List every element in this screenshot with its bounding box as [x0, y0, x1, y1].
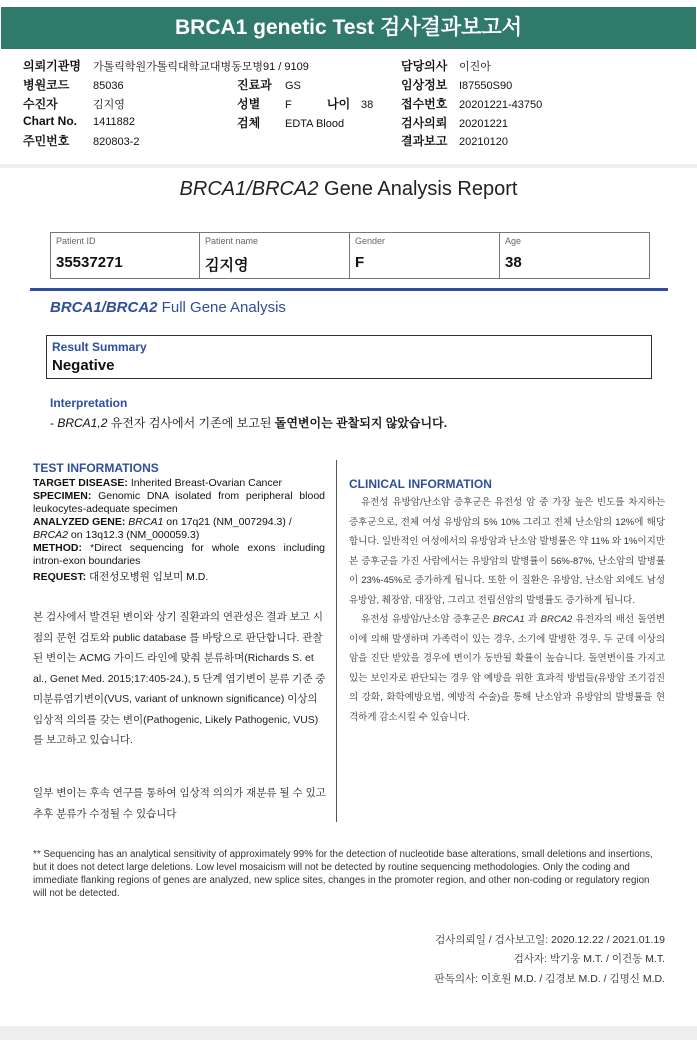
age-label: 나이: [327, 97, 351, 111]
target-disease: [33, 477, 325, 490]
patient-id-cell: [51, 233, 200, 278]
clinical-paragraph-1: 유전성 유방암/난소암 증후군은 유전성 암 중 가장 높은 빈도를 차지하는 증후군으로, 전체 여성 유방암의 5% 10% 그리고 전체 난소암의 12%에 해당합니다. 일반적인 여성에서의 유방암과 난소암 발병률은 약 11% 와 1%이지만 본 증후군을 가진 사람에서는 유방암의 발병률이 56%-87%, 난소암의 발병률이 23%-45%로 증가하게 됩니다. 또한 이 질환은 유방암, 난소암 외에도 남성 유방암, 췌장암, 대장암, 그리고 전립선암의 발병률도 증가하게 됩니다.: [349, 497, 665, 606]
receipt-label: 접수번호: [401, 97, 448, 111]
test-info-heading: TEST INFORMATIONS: [33, 461, 159, 475]
gender-label: Gender: [355, 236, 386, 246]
sequencing-footnote: ** Sequencing has an analytical sensitivity of approximately 99% for the detection of nucleotide base alterations, small deletions and insertions, but it does not detect large deletions. Low level mosaicism will not be detected by routine sequencing methodologies. Only the coding and immediate flanking regions of genes are analyzed, new splice sites, changes in the promoter region, and other non-coding or regulatory region will not be detected.: [33, 849, 653, 899]
request-date-value: 20201221: [459, 118, 508, 130]
interp-bold: 돌연변이는 관찰되지 않았습니다.: [274, 416, 448, 430]
dept-label: 진료과: [237, 78, 272, 92]
patient-name-cell: [200, 233, 350, 278]
doctor-value: 이진아: [459, 61, 491, 73]
patient-table: [50, 232, 650, 279]
sex-value: F: [285, 99, 292, 111]
clinical-value: I87550S90: [459, 80, 513, 92]
clinical-info-heading: CLINICAL INFORMATION: [349, 477, 492, 491]
gene2-loc: on 13q12.3 (NM_000059.3): [68, 529, 200, 541]
clin-p2-a: 유전성 유방암/난소암 증후군은: [361, 614, 494, 625]
interp-prefix: -: [50, 416, 58, 430]
method-value: *Direct sequencing for whole exons including intron-exon boundaries: [33, 542, 325, 567]
column-divider: [336, 460, 337, 822]
method-label: METHOD:: [33, 542, 82, 554]
specimen-info-value: Genomic DNA isolated from peripheral blood leukocytes-adequate specimen: [33, 490, 325, 515]
interp-gene: BRCA1,2: [57, 416, 108, 430]
institution-value: 가톨릭학원가톨릭대학교대병동모병91 / 9109: [93, 61, 309, 73]
report-date-value: 20210120: [459, 136, 508, 148]
rrn-label: 주민번호: [23, 134, 70, 148]
section-divider: [30, 288, 668, 291]
report-header-title: BRCA1 genetic Test 검사결과보고서: [1, 7, 696, 49]
report-title-genes: BRCA1/BRCA2: [179, 178, 319, 200]
gene2: BRCA2: [33, 529, 69, 541]
signature-doctors: 판독의사: 이호원 M.D. / 김경보 M.D. / 김명신 M.D.: [434, 973, 665, 985]
clinical-paragraph-2: [349, 610, 665, 727]
reclassification-paragraph: 일부 변이는 후속 연구를 통하여 임상적 의의가 재분류 될 수 있고 추후 분류가 수정될 수 있습니다: [33, 787, 326, 820]
request-label: REQUEST:: [33, 571, 87, 583]
method-line: [33, 542, 325, 568]
section-title-rest: Full Gene Analysis: [157, 299, 286, 316]
age-table-value: 38: [505, 254, 522, 271]
gene1-loc: on 17q21 (NM_007294.3) /: [163, 516, 292, 528]
gender-cell: [350, 233, 500, 278]
age-cell: [500, 233, 649, 278]
variant-policy-paragraph: 본 검사에서 발견된 변이와 상기 질환과의 연관성은 결과 보고 시점의 문헌 검토와 public database 를 바탕으로 판단합니다. 관찰된 변이는 ACMG 가이드 라인에 맞춰 분류하며(Richards S. et al., Genet Med. 2015;17:405-24.), 5 단계 염기변이 분류 기준 중 미분류염기변이(VUS, variant of unknown significance) 이상의 임상적 의의를 갖는 변이(Pathogenic, Likely Pathogenic, VUS)를 보고하고 있습니다.: [33, 611, 326, 746]
sex-label: 성별: [237, 97, 261, 111]
test-info-column: [33, 462, 325, 584]
header: [0, 0, 697, 52]
signature-dates: 검사의뢰일 / 검사보고일: 2020.12.22 / 2021.01.19: [435, 934, 665, 946]
clin-p2-b: 과: [524, 614, 541, 625]
specimen-line: [33, 490, 325, 516]
gene1: BRCA1: [128, 516, 164, 528]
section-title-genes: BRCA1/BRCA2: [50, 299, 158, 316]
gender-value: F: [355, 254, 365, 271]
clin-p2-gene1: BRCA1: [493, 614, 525, 625]
report-title-rest: Gene Analysis Report: [318, 178, 518, 200]
patient-value: 김지영: [93, 99, 125, 111]
analyzed-gene: [33, 516, 325, 542]
analyzed-gene-label: ANALYZED GENE:: [33, 516, 126, 528]
report-title: [0, 178, 697, 201]
doctor-label: 담당의사: [401, 59, 448, 73]
interpretation-heading: Interpretation: [50, 396, 128, 410]
clin-p2-c: 유전자의 배선 돌연변이에 의해 발생하며 가족력이 있는 경우, 소기에 발병한 경우, 두 군데 이상의 암을 진단 받았을 경우에 변이가 동반될 확률이 높습니다. 돌연변이를 가지고 있는 보인자로 판단되는 경우 암 예방을 위한 효과적 방법들(유방암 조기검진의 강화, 화학예방요법, 예방적 수술)을 통해 난소암과 유방암의 발병률을 현격하게 감소시킬 수 있습니다.: [349, 614, 665, 723]
rrn-value: 820803-2: [93, 136, 140, 148]
hospital-code-label: 병원코드: [23, 78, 70, 92]
request-value: 대전성모병원 임보미 M.D.: [86, 571, 209, 583]
patient-info-block: [0, 52, 697, 164]
patient-name-label: Patient name: [205, 236, 259, 246]
patient-id-label: Patient ID: [56, 236, 96, 246]
dept-value: GS: [285, 80, 301, 92]
chart-value: 1411882: [93, 116, 136, 128]
clin-p2-gene2: BRCA2: [540, 614, 573, 625]
patient-id-value: 35537271: [56, 254, 123, 271]
request-date-label: 검사의뢰: [401, 116, 448, 130]
institution-label: 의뢰기관명: [23, 59, 81, 73]
signature-technicians: 검사자: 박기웅 M.T. / 이건동 M.T.: [513, 953, 665, 965]
clinical-info-column: [349, 478, 665, 727]
specimen-label: 검체: [237, 116, 261, 130]
request-line: [33, 571, 325, 584]
result-summary-value: Negative: [52, 357, 115, 374]
interp-mid: 유전자 검사에서 기존에 보고된: [107, 416, 275, 430]
result-summary-label: Result Summary: [52, 340, 147, 354]
specimen-info-label: SPECIMEN:: [33, 490, 92, 502]
age-table-label: Age: [505, 236, 522, 246]
target-disease-label: TARGET DISEASE:: [33, 477, 128, 489]
patient-name-value: 김지영: [205, 257, 249, 274]
hospital-code-value: 85036: [93, 80, 124, 92]
interpretation-text: [50, 414, 447, 431]
chart-label: Chart No.: [23, 114, 77, 128]
patient-label: 수진자: [23, 97, 58, 111]
result-summary-box: [46, 335, 652, 379]
target-disease-value: Inherited Breast-Ovarian Cancer: [127, 477, 282, 489]
section-title: [50, 299, 286, 316]
report-date-label: 결과보고: [401, 134, 448, 148]
age-value: 38: [361, 99, 374, 111]
specimen-value: EDTA Blood: [285, 118, 345, 130]
receipt-value: 20201221-43750: [459, 99, 543, 111]
clinical-label: 임상정보: [401, 78, 448, 92]
